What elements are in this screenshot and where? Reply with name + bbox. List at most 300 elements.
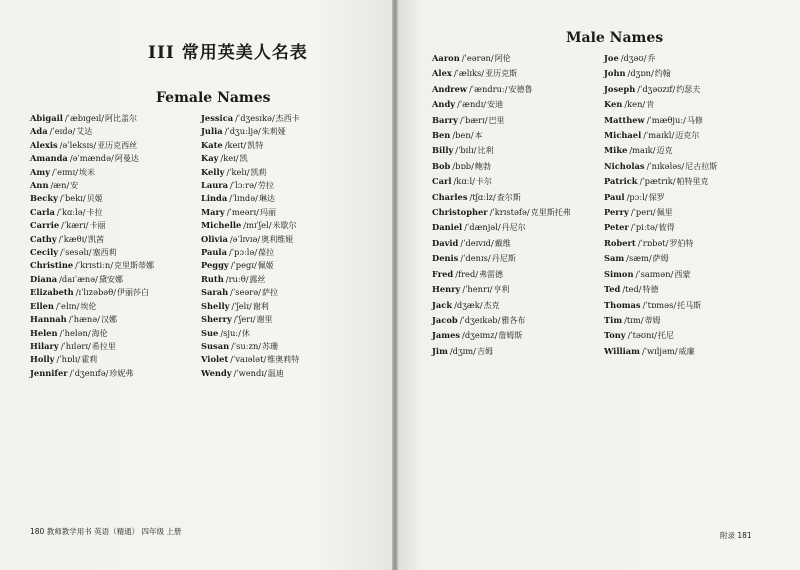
name-entry bbox=[432, 174, 571, 189]
english-name: Linda bbox=[201, 193, 228, 204]
chinese-name: 约翰 bbox=[654, 69, 671, 79]
name-entry bbox=[201, 273, 300, 286]
chinese-name: 葆拉 bbox=[258, 248, 275, 258]
name-entry bbox=[201, 340, 300, 353]
phonetic: /ˈdʒesɪkə/ bbox=[235, 113, 275, 123]
name-entry bbox=[604, 205, 717, 220]
name-entry bbox=[432, 251, 571, 266]
name-entry bbox=[30, 259, 154, 272]
name-entry bbox=[201, 152, 300, 165]
phonetic: /tʃɑːlz/ bbox=[469, 191, 496, 202]
english-name: Henry bbox=[432, 284, 461, 295]
english-name: Hilary bbox=[30, 340, 59, 351]
english-name: Andrew bbox=[432, 83, 468, 94]
chinese-name: 劳拉 bbox=[257, 181, 274, 191]
chinese-name: 帕特里克 bbox=[676, 177, 709, 187]
english-name: Joseph bbox=[604, 83, 636, 94]
chinese-name: 杰西卡 bbox=[275, 114, 300, 123]
english-name: Jacob bbox=[432, 314, 458, 325]
phonetic: /əˈlɪvɪə/ bbox=[229, 233, 261, 244]
name-entry bbox=[604, 66, 717, 81]
english-name: Ada bbox=[30, 126, 48, 137]
chinese-name: 西蒙 bbox=[674, 269, 691, 279]
female-names-column-2 bbox=[201, 112, 300, 380]
name-entry bbox=[30, 152, 154, 165]
name-entry bbox=[604, 159, 717, 174]
english-name: Wendy bbox=[201, 367, 232, 378]
name-entry bbox=[30, 125, 154, 138]
english-name: Christopher bbox=[432, 207, 488, 218]
phonetic: /ˈvaɪələt/ bbox=[230, 354, 267, 365]
chinese-name: 谢里 bbox=[256, 315, 273, 325]
phonetic: /ˈseərə/ bbox=[230, 287, 261, 298]
chinese-name: 安迪 bbox=[487, 100, 504, 110]
english-name: Helen bbox=[30, 327, 58, 338]
name-entry bbox=[30, 286, 154, 299]
english-name: Patrick bbox=[604, 176, 638, 187]
english-name: Kay bbox=[201, 153, 219, 164]
name-entry bbox=[432, 82, 571, 97]
chinese-name: 彼得 bbox=[658, 223, 675, 233]
chinese-name: 亨利 bbox=[493, 285, 510, 295]
english-name: John bbox=[604, 68, 626, 79]
name-entry bbox=[30, 179, 154, 192]
chinese-name: 萨姆 bbox=[652, 254, 669, 264]
english-name: Ellen bbox=[30, 300, 54, 311]
english-name: Denis bbox=[432, 253, 459, 264]
phonetic: /ted/ bbox=[622, 284, 642, 295]
name-entry bbox=[604, 344, 717, 359]
chinese-name: 雅各布 bbox=[501, 315, 526, 325]
chinese-name: 特德 bbox=[642, 285, 659, 295]
english-name: Barry bbox=[432, 114, 458, 125]
phonetic: /ˈdenɪs/ bbox=[460, 253, 491, 264]
phonetic: /ˈʃerɪ/ bbox=[233, 314, 256, 325]
english-name: Diana bbox=[30, 273, 58, 284]
english-name: Sherry bbox=[201, 314, 232, 325]
name-entry bbox=[201, 125, 300, 138]
name-entry bbox=[201, 192, 300, 205]
chinese-name: 乔 bbox=[647, 54, 656, 63]
english-name: William bbox=[604, 345, 640, 356]
phonetic: /ˈperɪ/ bbox=[630, 207, 656, 218]
chinese-name: 本 bbox=[474, 131, 483, 141]
chinese-name: 凯 bbox=[239, 154, 248, 164]
male-names-column-1 bbox=[432, 51, 571, 359]
name-entry bbox=[30, 166, 154, 179]
phonetic: /ˈkæθɪ/ bbox=[58, 233, 88, 244]
name-entry bbox=[30, 192, 154, 205]
phonetic: /ˈpætrɪk/ bbox=[639, 176, 676, 187]
chinese-name: 佩姬 bbox=[257, 261, 274, 271]
name-entry bbox=[432, 159, 571, 174]
name-entry bbox=[30, 300, 154, 313]
phonetic: /dʒeɪmz/ bbox=[462, 330, 498, 341]
chinese-name: 迈克尔 bbox=[675, 131, 700, 141]
phonetic: /ˈlɪndə/ bbox=[229, 193, 258, 204]
chinese-name: 埃米 bbox=[79, 167, 96, 177]
phonetic: /ˈtɒməs/ bbox=[642, 299, 677, 310]
english-name: Jennifer bbox=[30, 367, 68, 378]
chinese-name: 海伦 bbox=[91, 328, 108, 338]
chinese-name: 鲍勃 bbox=[474, 161, 491, 171]
phonetic: /ˈdʒenɪfə/ bbox=[69, 367, 109, 378]
name-entry bbox=[604, 113, 717, 128]
phonetic: /ˈdʒeɪkəb/ bbox=[459, 314, 501, 325]
chinese-name: 安 bbox=[70, 181, 79, 191]
english-name: Ruth bbox=[201, 273, 224, 284]
name-entry bbox=[201, 246, 300, 259]
name-entry bbox=[30, 367, 154, 380]
phonetic: /ˈpɔːlə/ bbox=[228, 247, 258, 258]
chinese-name: 朱莉娅 bbox=[261, 127, 286, 137]
english-name: Christine bbox=[30, 260, 74, 271]
phonetic: /bɒb/ bbox=[452, 160, 474, 171]
chinese-name: 温迪 bbox=[267, 368, 284, 378]
name-entry bbox=[604, 97, 717, 112]
phonetic: /ˈhɒlɪ/ bbox=[56, 354, 81, 365]
chinese-name: 克里斯蒂娜 bbox=[114, 261, 155, 271]
name-entry bbox=[432, 205, 571, 220]
phonetic: /ˈsesəlɪ/ bbox=[60, 247, 92, 258]
english-name: Joe bbox=[604, 53, 619, 63]
name-entry bbox=[201, 300, 300, 313]
chinese-name: 安德鲁 bbox=[508, 84, 533, 94]
english-name: Michael bbox=[604, 130, 642, 141]
chinese-name: 巴里 bbox=[488, 115, 505, 125]
name-entry bbox=[30, 273, 154, 286]
phonetic: /keɪ/ bbox=[220, 153, 239, 164]
english-name: Holly bbox=[30, 354, 55, 365]
female-names-column-1 bbox=[30, 112, 154, 380]
english-name: Amy bbox=[30, 166, 51, 177]
phonetic: /ˈnɪkələs/ bbox=[646, 160, 685, 171]
name-entry bbox=[30, 139, 154, 152]
phonetic: /ˈʃelɪ/ bbox=[231, 300, 252, 311]
chinese-name: 卡丽 bbox=[89, 221, 106, 231]
phonetic: /dʒɒn/ bbox=[627, 68, 654, 79]
chinese-name: 丹尼斯 bbox=[491, 254, 516, 264]
name-entry bbox=[30, 206, 154, 219]
page-footer-left: 180 教师教学用书 英语（精通） 四年级 上册 bbox=[30, 527, 182, 536]
name-entry bbox=[432, 313, 571, 328]
name-entry bbox=[30, 313, 154, 326]
phonetic: /ˈændruː/ bbox=[469, 83, 508, 94]
phonetic: /ˈmeərɪ/ bbox=[226, 206, 259, 217]
name-entry bbox=[432, 143, 571, 158]
chinese-name: 维奥莉特 bbox=[267, 355, 300, 365]
chinese-name: 比利 bbox=[477, 146, 494, 156]
english-name: Paula bbox=[201, 247, 227, 258]
name-entry bbox=[432, 328, 571, 343]
chinese-name: 阿伦 bbox=[494, 54, 511, 63]
name-entry bbox=[201, 219, 300, 232]
phonetic: /ˈbekɪ/ bbox=[59, 193, 86, 204]
name-entry bbox=[432, 282, 571, 297]
english-name: Kate bbox=[201, 139, 223, 150]
english-name: Ken bbox=[604, 99, 623, 110]
chinese-name: 艾达 bbox=[76, 127, 93, 137]
name-entry bbox=[201, 313, 300, 326]
phonetic: /ˈhenrɪ/ bbox=[462, 284, 493, 295]
chinese-name: 贝姬 bbox=[86, 194, 103, 204]
phonetic: /ˈeɪdə/ bbox=[49, 126, 76, 137]
female-names-heading: Female Names bbox=[156, 90, 271, 106]
phonetic: /ˈsuːzn/ bbox=[231, 340, 262, 351]
name-entry bbox=[604, 236, 717, 251]
name-entry bbox=[604, 190, 717, 205]
name-entry bbox=[604, 82, 717, 97]
chinese-name: 卡尔 bbox=[475, 177, 492, 187]
chinese-name: 阿曼达 bbox=[114, 154, 139, 164]
english-name: Ted bbox=[604, 284, 621, 295]
english-name: Billy bbox=[432, 145, 454, 156]
chinese-name: 凯茜 bbox=[88, 234, 105, 244]
english-name: Perry bbox=[604, 207, 629, 218]
chinese-name: 玛丽 bbox=[259, 207, 276, 217]
name-entry bbox=[604, 313, 717, 328]
english-name: Hannah bbox=[30, 314, 67, 325]
chinese-name: 威廉 bbox=[678, 346, 695, 356]
phonetic: /ˈhænə/ bbox=[68, 314, 100, 325]
name-entry bbox=[432, 51, 571, 66]
name-entry bbox=[432, 66, 571, 81]
name-entry bbox=[604, 174, 717, 189]
english-name: Fred bbox=[432, 268, 454, 279]
name-entry bbox=[30, 327, 154, 340]
phonetic: /ˈtəʊnɪ/ bbox=[627, 330, 657, 341]
phonetic: /ˈelɪn/ bbox=[55, 300, 80, 311]
chinese-name: 亚历克西丝 bbox=[97, 140, 138, 150]
chinese-name: 吉姆 bbox=[476, 346, 493, 356]
chinese-name: 黛安娜 bbox=[98, 274, 123, 284]
chinese-name: 塞西莉 bbox=[92, 248, 117, 258]
english-name: Susan bbox=[201, 340, 230, 351]
chinese-name: 丹尼尔 bbox=[501, 223, 526, 233]
phonetic: /fred/ bbox=[455, 268, 479, 279]
name-entry bbox=[201, 327, 300, 340]
chinese-name: 詹姆斯 bbox=[498, 331, 523, 341]
phonetic: /ˈeɪmɪ/ bbox=[52, 166, 79, 177]
phonetic: /tɪm/ bbox=[624, 314, 644, 325]
chinese-name: 苏珊 bbox=[262, 341, 279, 351]
english-name: Alexis bbox=[30, 139, 58, 150]
english-name: Tim bbox=[604, 314, 623, 325]
chinese-name: 罗伯特 bbox=[669, 238, 694, 248]
english-name: Tony bbox=[604, 330, 626, 341]
english-name: Bob bbox=[432, 160, 451, 171]
phonetic: /mɪˈʃel/ bbox=[243, 220, 272, 231]
name-entry bbox=[604, 220, 717, 235]
phonetic: /ˈpegɪ/ bbox=[230, 260, 257, 271]
phonetic: /ˈkɑːlə/ bbox=[56, 206, 86, 217]
chinese-name: 奥利维娅 bbox=[261, 234, 294, 244]
phonetic: /ˈkelɪ/ bbox=[226, 166, 250, 177]
name-entry bbox=[432, 344, 571, 359]
chinese-name: 保罗 bbox=[648, 192, 665, 202]
phonetic: /ˈkrɪstiːn/ bbox=[75, 260, 114, 271]
english-name: Violet bbox=[201, 354, 229, 365]
phonetic: /sjuː/ bbox=[220, 327, 241, 338]
english-name: James bbox=[432, 330, 461, 341]
english-name: Sue bbox=[201, 327, 219, 338]
phonetic: /ˈbɪlɪ/ bbox=[455, 145, 477, 156]
phonetic: /æn/ bbox=[50, 180, 70, 191]
phonetic: /ˈdʒuːljə/ bbox=[224, 126, 261, 137]
chinese-name: 珍妮弗 bbox=[109, 368, 134, 378]
phonetic: /ˈhelən/ bbox=[59, 327, 91, 338]
phonetic: /pɔːl/ bbox=[626, 191, 648, 202]
phonetic: /dʒæk/ bbox=[454, 299, 483, 310]
name-entry bbox=[201, 233, 300, 246]
name-entry bbox=[30, 219, 154, 232]
english-name: Cecily bbox=[30, 247, 59, 258]
english-name: Amanda bbox=[30, 153, 68, 164]
phonetic: /əˈmændə/ bbox=[69, 153, 114, 164]
phonetic: /əˈleksɪs/ bbox=[59, 139, 97, 150]
name-entry bbox=[604, 251, 717, 266]
english-name: Carrie bbox=[30, 220, 60, 231]
phonetic: /ˈmaɪkl/ bbox=[643, 130, 675, 141]
english-name: Olivia bbox=[201, 233, 228, 244]
page-footer-right: 附录 181 bbox=[720, 531, 752, 540]
phonetic: /ben/ bbox=[452, 130, 474, 141]
phonetic: /ˈrɒbət/ bbox=[637, 237, 669, 248]
phonetic: /ˈkærɪ/ bbox=[61, 220, 89, 231]
phonetic: /ˈhɪlərɪ/ bbox=[60, 340, 91, 351]
phonetic: /ˈeərən/ bbox=[461, 53, 494, 63]
name-entry bbox=[604, 267, 717, 282]
english-name: Andy bbox=[432, 99, 456, 110]
english-name: Sam bbox=[604, 253, 625, 264]
english-name: Laura bbox=[201, 180, 228, 191]
chinese-name: 查尔斯 bbox=[496, 192, 521, 202]
english-name: Ann bbox=[30, 180, 49, 191]
name-entry bbox=[201, 259, 300, 272]
section-title: III 常用英美人名表 bbox=[148, 43, 308, 63]
name-entry bbox=[604, 282, 717, 297]
english-name: Mary bbox=[201, 206, 225, 217]
chinese-name: 凯莉 bbox=[250, 167, 267, 177]
english-name: Michelle bbox=[201, 220, 242, 231]
chinese-name: 迈克 bbox=[656, 146, 673, 156]
chinese-name: 马修 bbox=[686, 115, 703, 125]
phonetic: /dʒɪm/ bbox=[449, 345, 476, 356]
phonetic: /daɪˈænə/ bbox=[59, 273, 98, 284]
chinese-name: 阿比盖尔 bbox=[105, 114, 138, 123]
chinese-name: 弗雷德 bbox=[479, 269, 504, 279]
phonetic: /ˈbærɪ/ bbox=[459, 114, 488, 125]
english-name: Sarah bbox=[201, 287, 229, 298]
name-entry bbox=[201, 367, 300, 380]
name-entry bbox=[432, 113, 571, 128]
name-entry bbox=[604, 51, 717, 66]
chinese-name: 露丝 bbox=[249, 274, 266, 284]
english-name: David bbox=[432, 237, 459, 248]
chinese-name: 米歇尔 bbox=[272, 221, 297, 231]
phonetic: /ˈdeɪvɪd/ bbox=[460, 237, 494, 248]
name-entry bbox=[30, 246, 154, 259]
name-entry bbox=[604, 128, 717, 143]
phonetic: /kɑːl/ bbox=[453, 176, 475, 187]
english-name: Jessica bbox=[201, 113, 234, 123]
english-name: Matthew bbox=[604, 114, 645, 125]
phonetic: /maɪk/ bbox=[629, 145, 656, 156]
chinese-name: 萨拉 bbox=[261, 288, 278, 298]
phonetic: /keɪt/ bbox=[224, 139, 247, 150]
name-entry bbox=[201, 166, 300, 179]
phonetic: /ˈændɪ/ bbox=[457, 99, 487, 110]
chinese-name: 肯 bbox=[646, 100, 655, 110]
chinese-name: 尼古拉斯 bbox=[685, 161, 718, 171]
phonetic: /ˈmæθjuː/ bbox=[646, 114, 686, 125]
english-name: Robert bbox=[604, 237, 636, 248]
name-entry bbox=[201, 139, 300, 152]
name-entry bbox=[201, 179, 300, 192]
chinese-name: 埃伦 bbox=[80, 301, 97, 311]
chinese-name: 希拉里 bbox=[91, 341, 116, 351]
english-name: Elizabeth bbox=[30, 287, 74, 298]
chinese-name: 约瑟夫 bbox=[676, 84, 701, 94]
chinese-name: 托马斯 bbox=[677, 300, 702, 310]
chinese-name: 卡拉 bbox=[86, 207, 103, 217]
phonetic: /ˈdʒəʊzɪf/ bbox=[637, 83, 676, 94]
name-entry bbox=[432, 298, 571, 313]
name-entry bbox=[201, 353, 300, 366]
name-entry bbox=[30, 353, 154, 366]
phonetic: /ˈwɪljəm/ bbox=[641, 345, 678, 356]
phonetic: /ˈwendɪ/ bbox=[233, 367, 267, 378]
name-entry bbox=[432, 236, 571, 251]
english-name: Jim bbox=[432, 345, 448, 356]
english-name: Nicholas bbox=[604, 160, 645, 171]
phonetic: /sæm/ bbox=[626, 253, 652, 264]
phonetic: /dʒəʊ/ bbox=[620, 53, 647, 63]
english-name: Alex bbox=[432, 68, 452, 79]
english-name: Shelly bbox=[201, 300, 230, 311]
name-entry bbox=[432, 220, 571, 235]
english-name: Jack bbox=[432, 299, 453, 310]
english-name: Charles bbox=[432, 191, 468, 202]
name-entry bbox=[30, 112, 154, 125]
chinese-name: 霍莉 bbox=[81, 355, 98, 365]
name-entry bbox=[432, 128, 571, 143]
male-names-column-2 bbox=[604, 51, 717, 359]
english-name: Ben bbox=[432, 130, 451, 141]
chinese-name: 凯特 bbox=[247, 140, 264, 150]
english-name: Simon bbox=[604, 268, 634, 279]
chinese-name: 谢利 bbox=[252, 301, 269, 311]
name-entry bbox=[432, 190, 571, 205]
phonetic: /ˈlɔːrə/ bbox=[230, 180, 257, 191]
phonetic: /ken/ bbox=[624, 99, 646, 110]
chinese-name: 戴维 bbox=[494, 238, 511, 248]
name-entry bbox=[30, 340, 154, 353]
english-name: Carla bbox=[30, 206, 55, 217]
name-entry bbox=[201, 112, 300, 125]
english-name: Mike bbox=[604, 145, 628, 156]
phonetic: /ˈpiːtə/ bbox=[630, 222, 658, 233]
english-name: Peter bbox=[604, 222, 629, 233]
english-name: Paul bbox=[604, 191, 625, 202]
name-entry bbox=[432, 267, 571, 282]
english-name: Julia bbox=[201, 126, 223, 137]
name-entry bbox=[432, 97, 571, 112]
phonetic: /ˈæbɪgeɪl/ bbox=[64, 113, 105, 123]
phonetic: /ruːθ/ bbox=[225, 273, 249, 284]
english-name: Daniel bbox=[432, 222, 463, 233]
name-entry bbox=[604, 298, 717, 313]
